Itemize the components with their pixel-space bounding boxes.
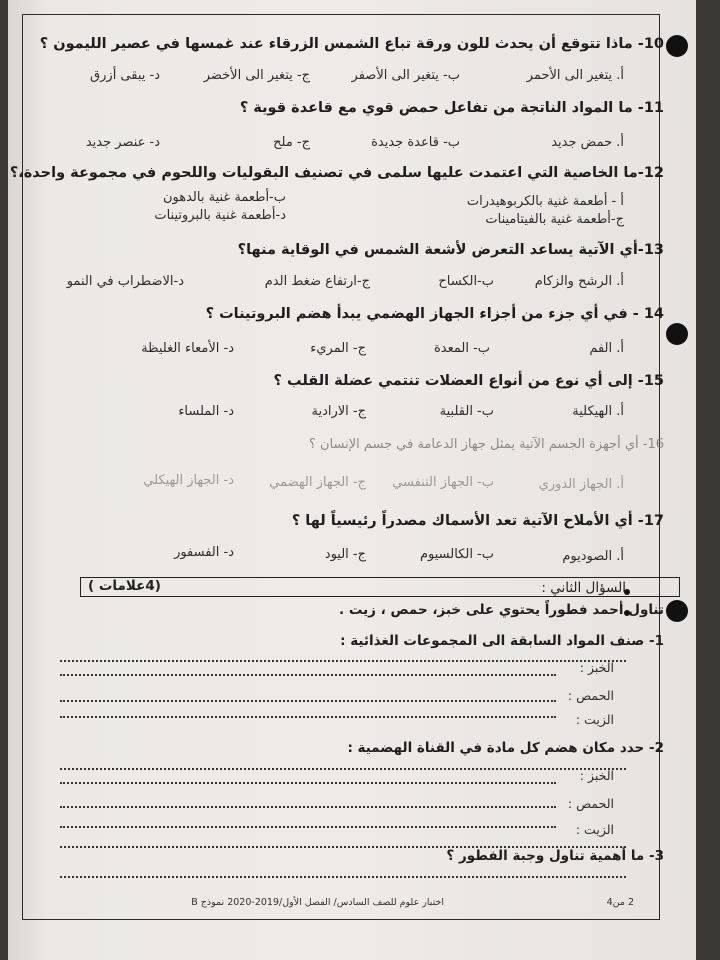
question-14: 14 - في أي جزء من أجزاء الجهاز الهضمي يبدأ هضم البروتينات ؟ bbox=[205, 306, 664, 322]
punch-hole bbox=[666, 35, 688, 57]
q16-option-c: ج- الجهاز الهضمي bbox=[269, 475, 366, 490]
footer-title: اختبار علوم للصف السادس/ الفصل الأول/2019-2020 نموذج B bbox=[191, 897, 444, 908]
question-12: 12-ما الخاصية التي اعتمدت عليها سلمى في تصنيف البقوليات واللحوم في مجموعة واحدة،؟ bbox=[9, 165, 664, 181]
q16-option-b: ب- الجهاز التنفسي bbox=[392, 475, 494, 490]
answer-label-oil: الزيت : bbox=[575, 712, 614, 727]
q17-option-c: ج- اليود bbox=[324, 547, 366, 562]
q15-option-a: أ. الهيكلية bbox=[572, 404, 624, 419]
answer-line[interactable] bbox=[60, 768, 626, 770]
answer-label-hummus: الحمص : bbox=[567, 796, 614, 811]
q12-option-b: ب-أطعمة غنية بالدهون bbox=[162, 190, 286, 205]
q12-option-a: أ - أطعمة غنية بالكربوهيدرات bbox=[466, 194, 624, 209]
question-11: 11- ما المواد الناتجة من تفاعل حمض قوي مع قاعدة قوية ؟ bbox=[239, 100, 664, 116]
answer-label-bread: الخبز : bbox=[579, 660, 614, 675]
answer-line[interactable] bbox=[60, 806, 556, 808]
q16-option-d: د- الجهاز الهيكلي bbox=[143, 473, 234, 488]
question-16: 16- أي أجهزة الجسم الآتية يمثل جهاز الدعامة في جسم الإنسان ؟ bbox=[308, 437, 664, 452]
q12-option-c: ج-أطعمة غنية بالفيتامينات bbox=[485, 212, 624, 227]
answer-line[interactable] bbox=[60, 660, 626, 662]
q13-option-c: ج-ارتفاع ضغط الدم bbox=[264, 274, 370, 289]
q10-option-a: أ. يتغير الى الأحمر bbox=[526, 68, 624, 83]
q11-option-c: ج- ملح bbox=[273, 135, 310, 150]
q10-option-b: ب- يتغير الى الأصفر bbox=[351, 68, 460, 83]
answer-line[interactable] bbox=[60, 674, 556, 676]
q17-option-b: ب- الكالسيوم bbox=[419, 547, 494, 562]
section-marks: (4علامات ) bbox=[88, 578, 161, 594]
answer-line[interactable] bbox=[60, 716, 556, 718]
answer-label-hummus: الحمص : bbox=[567, 688, 614, 703]
q14-option-a: أ. الفم bbox=[589, 341, 624, 356]
answer-line[interactable] bbox=[60, 826, 556, 828]
q13-option-a: أ. الرشح والزكام bbox=[534, 274, 624, 289]
answer-line[interactable] bbox=[60, 876, 626, 878]
part-3-question: 3- ما أهمية تناول وجبة الفطور ؟ bbox=[446, 848, 664, 864]
question-10: 10- ماذا تتوقع أن يحدث للون ورقة تباع الشمس الزرقاء عند غمسها في عصير الليمون ؟ bbox=[39, 36, 664, 52]
answer-label-oil: الزيت : bbox=[575, 822, 614, 837]
q15-option-b: ب- القلبية bbox=[439, 404, 494, 419]
scenario-text: تناول أحمد فطوراً يحتوي على خبز، حمص ، زيت . bbox=[338, 602, 664, 618]
q11-option-b: ب- قاعدة جديدة bbox=[371, 135, 460, 150]
q11-option-d: د- عنصر جديد bbox=[85, 135, 160, 150]
q11-option-a: أ. حمض جديد bbox=[551, 135, 624, 150]
question-17: 17- أي الأملاح الآتية تعد الأسماك مصدراً رئيسياً لها ؟ bbox=[291, 513, 664, 529]
q17-option-d: د- الفسفور bbox=[174, 545, 234, 560]
q10-option-c: ج- يتغير الى الأخضر bbox=[203, 68, 310, 83]
q17-option-a: أ. الصوديوم bbox=[562, 549, 624, 564]
answer-line[interactable] bbox=[60, 700, 556, 702]
punch-hole bbox=[666, 323, 688, 345]
q14-option-b: ب- المعدة bbox=[433, 341, 490, 356]
page-number: 2 من4 bbox=[606, 897, 634, 908]
section-title: السؤال الثاني : bbox=[541, 580, 626, 596]
answer-label-bread: الخبز : bbox=[579, 768, 614, 783]
question-13: 13-أي الآتية يساعد التعرض لأشعة الشمس في الوقاية منها؟ bbox=[237, 242, 664, 258]
q12-option-d: د-أطعمة غنية بالبروتينات bbox=[154, 208, 286, 223]
answer-line[interactable] bbox=[60, 782, 556, 784]
q13-option-b: ب-الكساح bbox=[438, 274, 494, 289]
q13-option-d: د-الاضطراب في النمو bbox=[66, 274, 184, 289]
part-2-question: 2- حدد مكان هضم كل مادة في القناة الهضمية : bbox=[347, 740, 664, 756]
q10-option-d: د- يبقى أزرق bbox=[90, 68, 160, 83]
part-1-question: 1- صنف المواد السابقة الى المجموعات الغذائية : bbox=[340, 633, 664, 649]
q15-option-d: د- الملساء bbox=[178, 404, 234, 419]
q15-option-c: ج- الارادية bbox=[311, 404, 366, 419]
q14-option-d: د- الأمعاء الغليظة bbox=[141, 341, 234, 356]
punch-hole bbox=[666, 600, 688, 622]
q14-option-c: ج- المريء bbox=[310, 341, 366, 356]
q16-option-a: أ. الجهاز الدوري bbox=[538, 477, 624, 492]
question-15: 15- إلى أي نوع من أنواع العضلات تنتمي عضلة القلب ؟ bbox=[273, 373, 664, 389]
